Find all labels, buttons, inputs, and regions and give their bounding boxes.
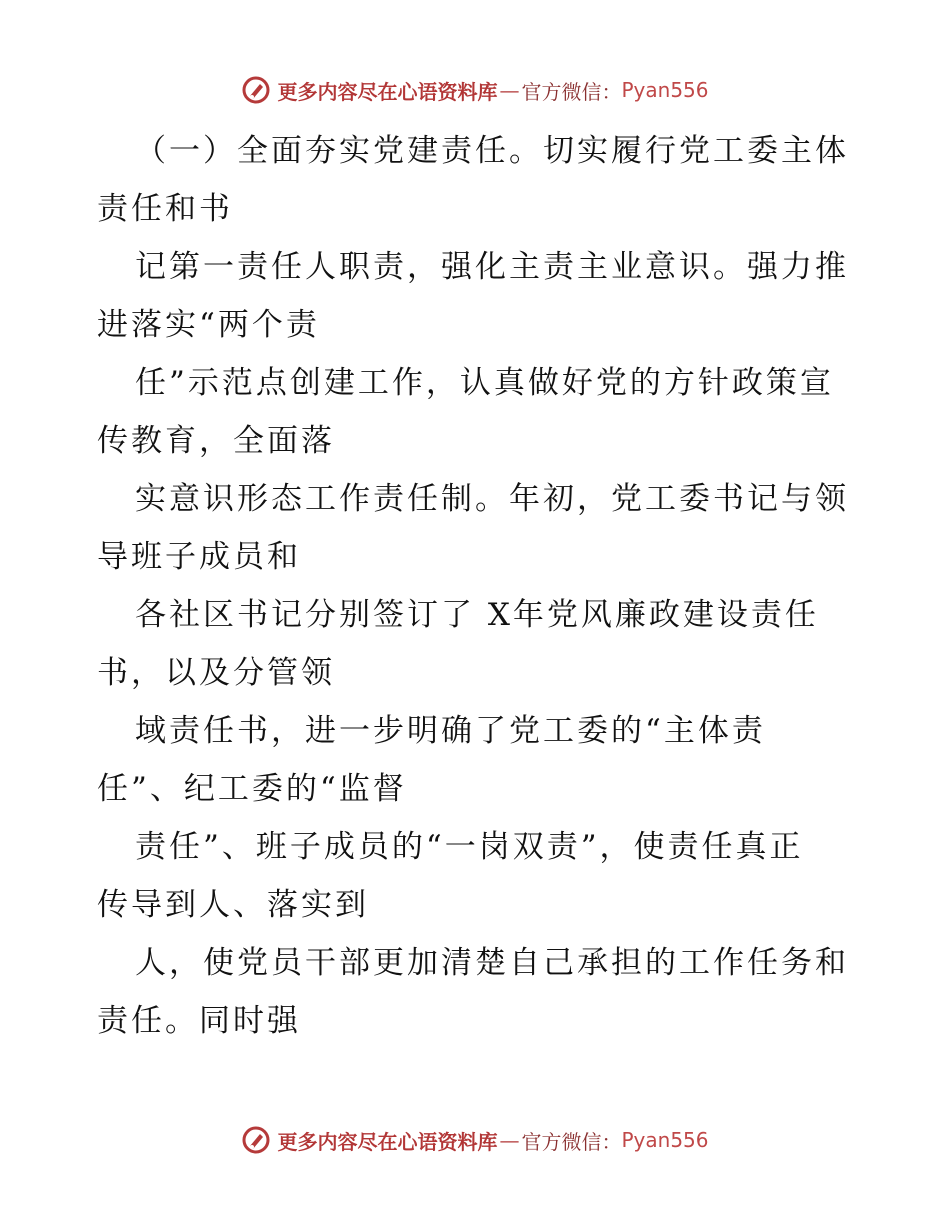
- text-line: 任”、纪工委的“监督: [97, 771, 407, 807]
- text-line: （一）全面夯实党建责任。切实履行党工委主体: [135, 133, 849, 169]
- text-line: 人，使党员干部更加清楚自己承担的工作任务和: [135, 945, 849, 981]
- text-line: 记第一责任人职责，强化主责主业意识。强力推: [135, 249, 849, 285]
- watermark-separator: —: [499, 78, 520, 102]
- footer-watermark: [0, 1120, 950, 1160]
- text-line: 域责任书，进一步明确了党工委的“主体责: [135, 713, 766, 749]
- pen-logo-icon: [241, 75, 271, 105]
- text-line: 进落实“两个责: [97, 307, 320, 343]
- watermark-brand: 更多内容尽在心语资料库: [277, 79, 498, 104]
- watermark-label: 官方微信：: [521, 1129, 622, 1154]
- text-line: 责任和书: [97, 191, 233, 227]
- watermark-brand: 更多内容尽在心语资料库: [277, 1129, 498, 1154]
- body-text: [97, 122, 857, 1050]
- watermark-id: Pyan556: [621, 78, 709, 102]
- text-line: 责任。同时强: [97, 1003, 301, 1039]
- text-line: 书，以及分管领: [97, 655, 335, 691]
- watermark-id: Pyan556: [621, 1128, 709, 1152]
- text-line: 传教育，全面落: [97, 423, 335, 459]
- watermark-separator: —: [499, 1128, 520, 1152]
- text-line: 实意识形态工作责任制。年初，党工委书记与领: [135, 481, 849, 517]
- text-line: 导班子成员和: [97, 539, 301, 575]
- text-line: 传导到人、落实到: [97, 887, 369, 923]
- watermark-label: 官方微信：: [521, 79, 622, 104]
- text-line: 任”示范点创建工作，认真做好党的方针政策宣: [135, 365, 834, 401]
- text-line: 各社区书记分别签订了 X年党风廉政建设责任: [135, 597, 819, 633]
- text-line: 责任”、班子成员的“一岗双责”，使责任真正: [135, 829, 804, 865]
- pen-logo-icon: [241, 1125, 271, 1155]
- header-watermark: [0, 70, 950, 110]
